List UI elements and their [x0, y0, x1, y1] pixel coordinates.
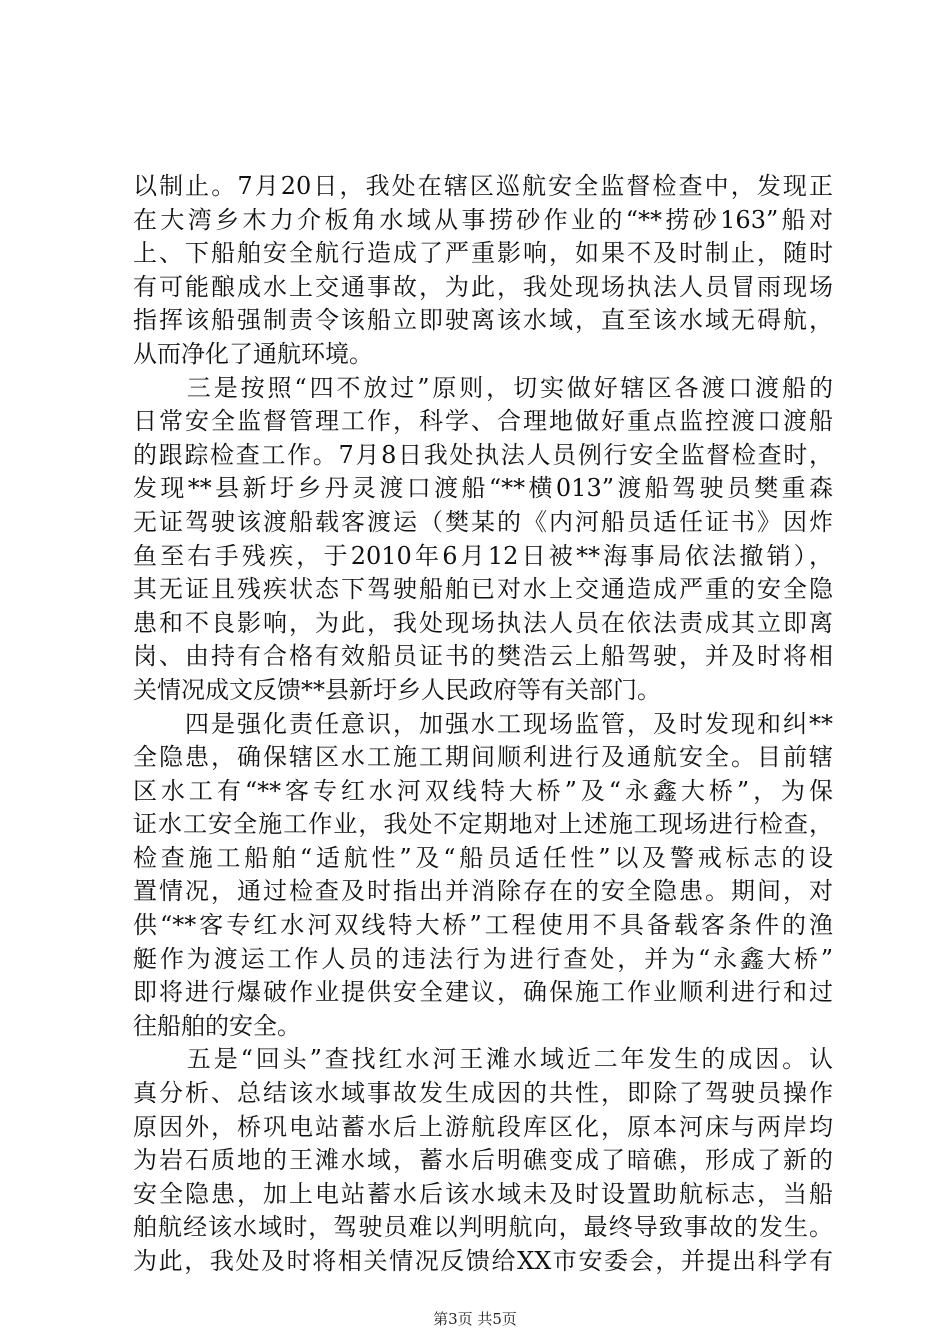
text-line: 鱼至右手残疾，于2010年6月12日被**海事局依法撤销）， [133, 541, 833, 570]
text-line: 三是按照“四不放过”原则，切实做好辖区各渡口渡船的 [133, 373, 833, 402]
text-line: 舶航经该水域时，驾驶员难以判明航向，最终导致事故的发生。 [133, 1213, 833, 1242]
text-line: 发现**县新圩乡丹灵渡口渡船“**横013”渡船驾驶员樊重森 [133, 474, 833, 503]
text-line: 供“**客专红水河双线特大桥”工程使用不具备载客条件的渔 [133, 911, 833, 940]
text-line: 四是强化责任意识，加强水工现场监管，及时发现和纠** [133, 709, 833, 738]
text-line: 为岩石质地的王滩水域，蓄水后明礁变成了暗礁，形成了新的 [133, 1146, 833, 1175]
text-line: 全隐患，确保辖区水工施工期间顺利进行及通航安全。目前辖 [133, 743, 833, 772]
text-line: 上、下船舶安全航行造成了严重影响，如果不及时制止，随时 [133, 239, 833, 268]
text-line: 从而净化了通航环境。 [133, 339, 373, 368]
text-line: 患和不良影响，为此，我处现场执法人员在依法责成其立即离 [133, 608, 833, 637]
text-line: 以制止。7月20日，我处在辖区巡航安全监督检查中，发现正 [133, 172, 833, 200]
text-line: 置情况，通过检查及时指出并消除存在的安全隐患。期间，对 [133, 877, 833, 906]
text-line: 日常安全监督管理工作，科学、合理地做好重点监控渡口渡船 [133, 407, 833, 436]
text-line: 无证驾驶该渡船载客渡运（樊某的《内河船员适任证书》因炸 [133, 507, 833, 536]
text-line: 在大湾乡木力介板角水域从事捞砂作业的“**捞砂163”船对 [133, 205, 833, 234]
text-line: 真分析、总结该水域事故发生成因的共性，即除了驾驶员操作 [133, 1079, 833, 1108]
text-line: 区水工有“**客专红水河双线特大桥”及“永鑫大桥”，为保 [133, 776, 833, 805]
document-body [133, 170, 833, 1279]
text-line: 即将进行爆破作业提供安全建议，确保施工作业顺利进行和过 [133, 978, 833, 1007]
text-line: 检查施工船舶“适航性”及“船员适任性”以及警戒标志的设 [133, 843, 833, 872]
text-line: 有可能酿成水上交通事故，为此，我处现场执法人员冒雨现场 [133, 272, 833, 301]
text-line: 的跟踪检查工作。7月8日我处执法人员例行安全监督检查时， [133, 440, 833, 469]
text-line: 为此，我处及时将相关情况反馈给XX市安委会，并提出科学有 [133, 1247, 833, 1275]
text-line: 岗、由持有合格有效船员证书的樊浩云上船驾驶，并及时将相 [133, 642, 833, 671]
text-line: 艇作为渡运工作人员的违法行为进行查处，并为“永鑫大桥” [133, 944, 833, 973]
text-line: 关情况成文反馈**县新圩乡人民政府等有关部门。 [133, 675, 661, 704]
text-line: 指挥该船强制责令该船立即驶离该水域，直至该水域无碍航， [133, 306, 833, 335]
text-line: 其无证且残疾状态下驾驶船舶已对水上交通造成严重的安全隐 [133, 575, 833, 604]
text-line: 往船舶的安全。 [133, 1011, 301, 1040]
page-footer: 第3页 共5页 [433, 1310, 517, 1328]
text-line: 安全隐患，加上电站蓄水后该水域未及时设置助航标志，当船 [133, 1179, 833, 1208]
text-line: 原因外，桥巩电站蓄水后上游航段库区化，原本河床与两岸均 [133, 1112, 833, 1141]
text-line: 五是“回头”查找红水河王滩水域近二年发生的成因。认 [133, 1045, 833, 1074]
text-line: 证水工安全施工作业，我处不定期地对上述施工现场进行检查， [133, 810, 833, 839]
